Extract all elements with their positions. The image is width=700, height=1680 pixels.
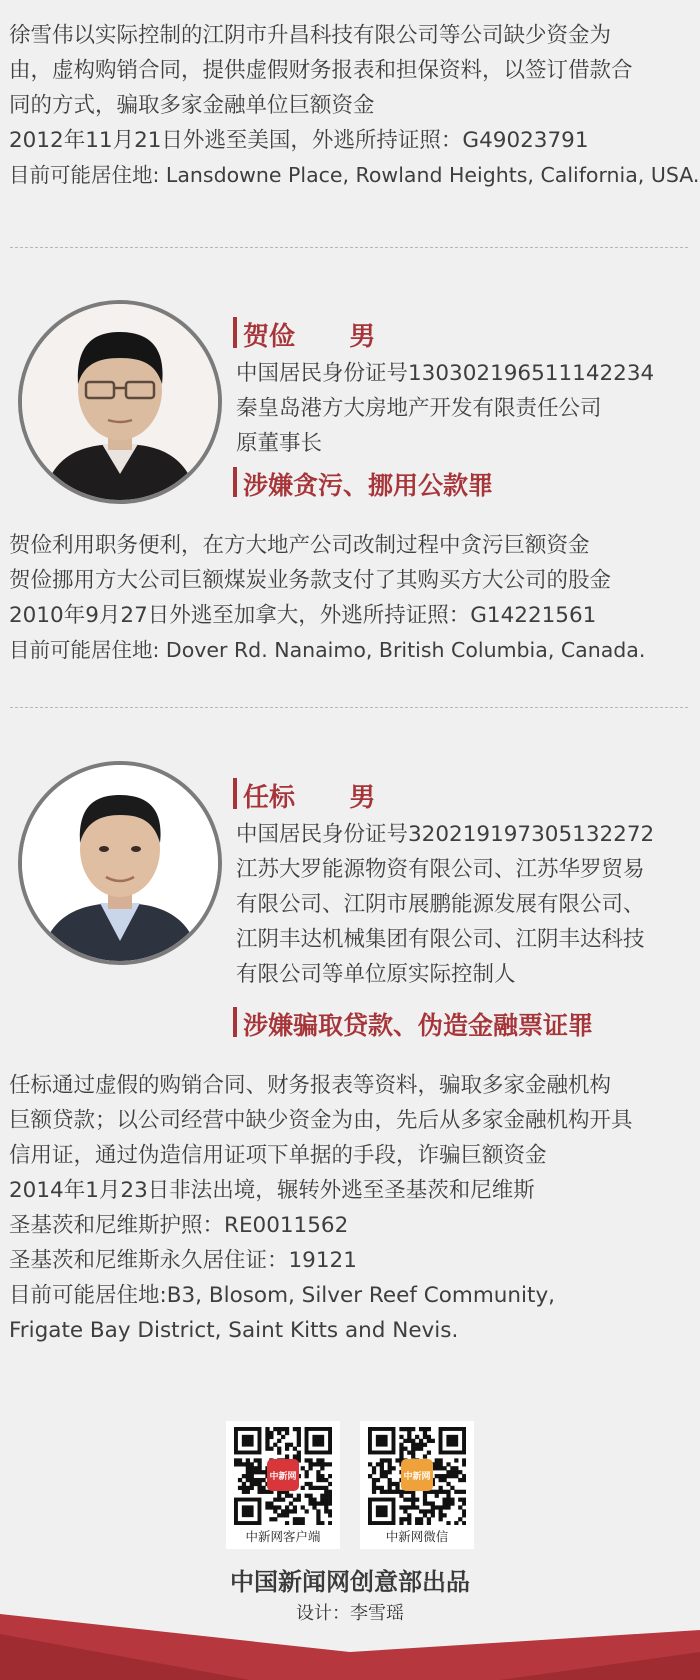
qr-caption: 中新网客户端 (245, 1529, 321, 1544)
text-line: 圣基茨和尼维斯护照：RE0011562 (9, 1213, 349, 1238)
person-info (236, 817, 654, 992)
info-line: 中国居民身份证号320219197305132272 (236, 822, 655, 847)
person-name (243, 316, 375, 353)
info-line: 原董事长 (236, 431, 323, 456)
text-line: 任标通过虚假的购销合同、财务报表等资料，骗取多家金融机构 (9, 1073, 612, 1098)
person-details (9, 1068, 633, 1348)
text-line: 2014年1月23日非法出境，辗转外逃至圣基茨和尼维斯 (9, 1178, 535, 1203)
text-line: 徐雪伟以实际控制的江阴市升昌科技有限公司等公司缺少资金为 (9, 23, 612, 48)
text-line: 目前可能居住地: Dover Rd. Nanaimo, British Columbia, Canada. (9, 638, 646, 662)
text-line: 巨额贷款；以公司经营中缺少资金为由，先后从多家金融机构开具 (9, 1108, 633, 1133)
text-line: 目前可能居住地: Lansdowne Place, Rowland Heights, California, USA. (9, 163, 700, 187)
text-line: 2012年11月21日外逃至美国，外逃所持证照：G49023791 (9, 128, 589, 153)
name-text: 任标 (243, 783, 296, 813)
text-line: 由，虚构购销合同，提供虚假财务报表和担保资料，以签订借款合 (9, 58, 633, 83)
info-line: 中国居民身份证号130302196511142234 (236, 361, 655, 386)
top-paragraph (9, 18, 699, 193)
info-line: 江苏大罗能源物资有限公司、江苏华罗贸易 (236, 857, 645, 882)
info-line: 有限公司、江阴市展鹏能源发展有限公司、 (236, 892, 645, 917)
portrait-icon (22, 765, 218, 961)
logo-text: 中新网 (269, 1471, 297, 1482)
person-info (236, 356, 654, 461)
text-line: 2010年9月27日外逃至加拿大，外逃所持证照：G14221561 (9, 603, 597, 628)
gender-text: 男 (349, 783, 376, 813)
info-line: 有限公司等单位原实际控制人 (236, 962, 516, 987)
text-line: 贺俭利用职务便利，在方大地产公司改制过程中贪污巨额资金 (9, 533, 590, 558)
crime-accent-bar (233, 1007, 237, 1037)
text-line: Frigate Bay District, Saint Kitts and Nevis. (9, 1318, 459, 1343)
logo-icon (401, 1459, 433, 1491)
person-name (243, 777, 375, 814)
qr-code-app[interactable] (226, 1421, 340, 1549)
text-line: 信用证，通过伪造信用证项下单据的手段，诈骗巨额资金 (9, 1143, 547, 1168)
footer-designer: 设计：李雪瑶 (296, 1603, 404, 1624)
footer-title: 中国新闻网创意部出品 (230, 1568, 470, 1596)
name-accent-bar (233, 778, 237, 809)
qr-code-wechat[interactable] (360, 1421, 474, 1549)
info-line: 秦皇岛港方大房地产开发有限责任公司 (236, 396, 602, 421)
section-divider (10, 247, 688, 248)
person-details (9, 528, 645, 668)
qr-caption: 中新网微信 (385, 1529, 449, 1544)
text-line: 同的方式，骗取多家金融单位巨额资金 (9, 93, 375, 118)
text-line: 目前可能居住地:B3, Blosom, Silver Reef Community, (9, 1283, 556, 1308)
portrait-icon (22, 304, 218, 500)
crime-label: 涉嫌骗取贷款、伪造金融票证罪 (243, 1011, 594, 1040)
logo-icon (267, 1459, 299, 1491)
section-divider (10, 707, 688, 708)
bottom-decoration (0, 1600, 700, 1680)
text-line: 贺俭挪用方大公司巨额煤炭业务款支付了其购买方大公司的股金 (9, 568, 612, 593)
crime-label: 涉嫌贪污、挪用公款罪 (243, 471, 494, 500)
name-accent-bar (233, 317, 237, 348)
text-line: 圣基茨和尼维斯永久居住证：19121 (9, 1248, 357, 1273)
person-photo-he-jian (18, 300, 222, 504)
gender-text: 男 (349, 322, 376, 352)
crime-accent-bar (233, 467, 237, 497)
logo-text: 中新网 (403, 1471, 431, 1482)
info-line: 江阴丰达机械集团有限公司、江阴丰达科技 (236, 927, 645, 952)
person-photo-ren-biao (18, 761, 222, 965)
name-text: 贺俭 (243, 322, 296, 352)
